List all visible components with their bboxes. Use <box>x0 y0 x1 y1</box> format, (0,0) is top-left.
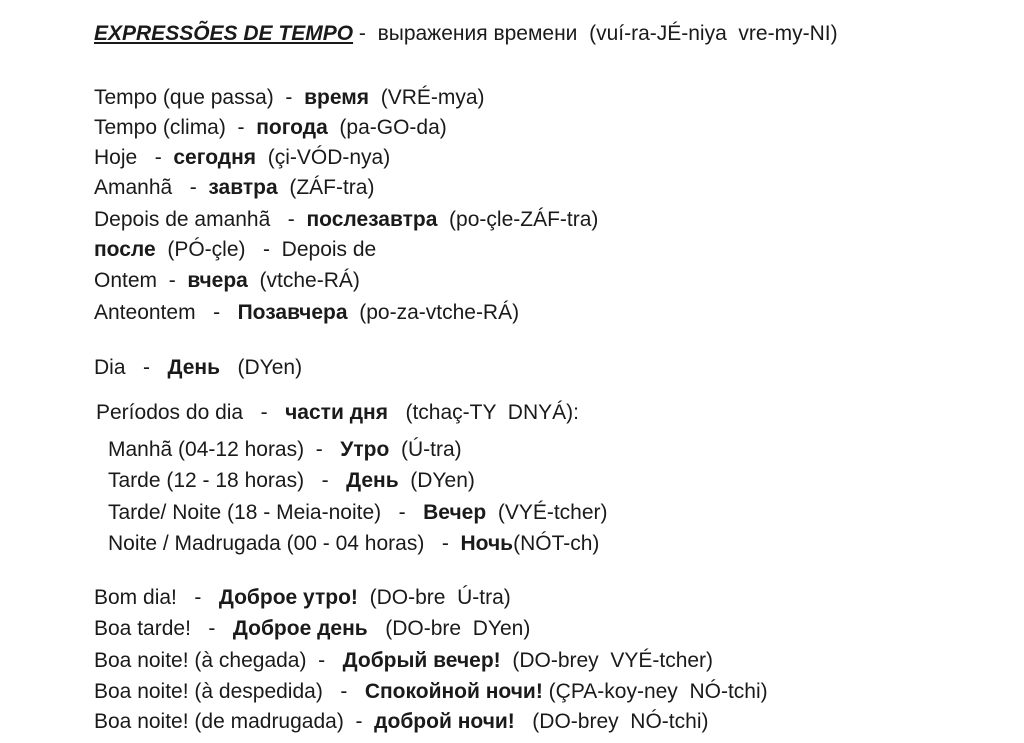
greeting-line-boa-tarde <box>94 616 530 642</box>
term-pron: (VRÉ-mya) <box>369 86 485 109</box>
term-pt: Manhã (04-12 horas) <box>108 438 305 461</box>
term-pron: (pa-GO-da) <box>327 116 447 139</box>
term-pt: Boa noite! (à despedida) <box>94 680 323 703</box>
term-pt: Tarde/ Noite (18 - Meia-noite) <box>108 501 382 524</box>
term-pron: (ZÁF-tra) <box>277 176 375 199</box>
vocab-line-anteontem <box>94 300 519 326</box>
term-pron: (tchaç-TY DNYÁ): <box>387 401 579 424</box>
term-pron: (ÇPA-koy-ney NÓ-tchi) <box>542 680 768 703</box>
title-line <box>94 21 838 47</box>
term-pron: (vtche-RÁ) <box>247 269 360 292</box>
term-ru: Утро <box>340 438 390 461</box>
term-sep: - <box>270 208 307 231</box>
term-pt: Noite / Madrugada (00 - 04 horas) <box>108 532 425 555</box>
greeting-line-boa-noite-chegada <box>94 648 713 674</box>
term-sep: - <box>176 586 219 609</box>
term-ru: сегодня <box>173 146 257 169</box>
term-ru: Доброе день <box>232 617 368 640</box>
term-pt: Tempo (clima) <box>94 116 226 139</box>
term-pt: Hoje <box>94 146 138 169</box>
term-sep: - <box>137 146 174 169</box>
term-ru: погода <box>256 116 328 139</box>
period-line-manha <box>108 437 462 463</box>
term-pron: (çi-VÓD-nya) <box>256 146 391 169</box>
term-pt: Tarde (12 - 18 horas) <box>108 469 305 492</box>
vocab-line-dia <box>94 355 302 381</box>
term-ru: День <box>346 469 399 492</box>
greeting-line-bom-dia <box>94 585 511 611</box>
term-pron: (DYen) <box>398 469 475 492</box>
term-ru: завтра <box>208 176 278 199</box>
term-pron: (DO-brey VYÉ-tcher) <box>500 649 714 672</box>
title-russian: выражения времени <box>377 22 578 45</box>
term-pt: Amanhã <box>94 176 173 199</box>
term-sep: - <box>424 532 461 555</box>
term-pt: Ontem <box>94 269 158 292</box>
term-ru: части дня <box>285 401 388 424</box>
vocab-line-hoje <box>94 145 390 171</box>
term-pt: Boa tarde! <box>94 617 191 640</box>
term-sep: - <box>172 176 209 199</box>
period-line-tarde-noite <box>108 500 608 526</box>
term-pron: (po-za-vtche-RÁ) <box>347 301 520 324</box>
term-ru: доброй ночи! <box>374 710 515 733</box>
term-ru: День <box>167 356 221 379</box>
term-sep: - <box>322 680 365 703</box>
term-pron: (NÓT-ch) <box>513 532 600 555</box>
periods-header-line <box>96 400 579 426</box>
term-pron: (DO-bre DYen) <box>367 617 531 640</box>
term-sep: - <box>306 649 343 672</box>
term-ru: Доброе утро! <box>218 586 358 609</box>
term-pron: (DO-brey NÓ-tchi) <box>514 710 709 733</box>
term-ru: Вечер <box>423 501 487 524</box>
term-sep: - <box>195 301 238 324</box>
term-pt: Boa noite! (à chegada) <box>94 649 307 672</box>
term-sep: - <box>273 86 305 109</box>
term-pron: (DO-bre Ú-tra) <box>357 586 511 609</box>
vocab-line-tempo-passa <box>94 85 485 111</box>
term-ru: Позавчера <box>237 301 348 324</box>
period-line-noite-madrugada <box>108 531 599 557</box>
vocab-line-tempo-clima <box>94 115 447 141</box>
term-pron: (po-çle-ZÁF-tra) <box>437 208 599 231</box>
term-sep: (PÓ-çle) - <box>155 238 282 261</box>
term-sep: - <box>225 116 257 139</box>
term-ru: после <box>94 238 156 261</box>
term-pron: (DYen) <box>220 356 303 379</box>
vocab-line-posle <box>94 237 376 263</box>
term-pt: Períodos do dia <box>96 401 244 424</box>
term-pron: (Ú-tra) <box>389 438 462 461</box>
term-sep: - <box>243 401 286 424</box>
term-ru: время <box>304 86 370 109</box>
period-line-tarde <box>108 468 475 494</box>
vocab-line-ontem <box>94 268 360 294</box>
term-pt: Dia <box>94 356 126 379</box>
greeting-line-boa-noite-madrugada <box>94 709 708 735</box>
title-portuguese: EXPRESSÕES DE TEMPO <box>94 22 354 45</box>
term-pron: (VYÉ-tcher) <box>486 501 608 524</box>
term-pt: Anteontem <box>94 301 196 324</box>
term-sep: - <box>157 269 188 292</box>
term-sep: - <box>125 356 168 379</box>
vocab-line-amanha <box>94 175 374 201</box>
term-pt: Depois de amanhã <box>94 208 271 231</box>
greeting-line-boa-noite-despedida <box>94 679 768 705</box>
term-ru: Добрый вечер! <box>342 649 501 672</box>
term-ru: вчера <box>187 269 248 292</box>
term-ru: Ночь <box>460 532 514 555</box>
term-ru: послезавтра <box>306 208 438 231</box>
term-sep: - <box>304 438 341 461</box>
vocab-line-depois-de-amanha <box>94 207 598 233</box>
term-sep: - <box>190 617 233 640</box>
term-pt: Bom dia! <box>94 586 177 609</box>
term-pt: Boa noite! (de madrugada) <box>94 710 344 733</box>
term-pt: Depois de <box>281 238 377 261</box>
title-separator: - <box>353 22 378 45</box>
term-pt: Tempo (que passa) <box>94 86 274 109</box>
term-sep: - <box>343 710 375 733</box>
term-sep: - <box>381 501 424 524</box>
term-sep: - <box>304 469 347 492</box>
title-pronunciation: (vuí-ra-JÉ-niya vre-my-NI) <box>577 22 838 45</box>
term-ru: Спокойной ночи! <box>364 680 543 703</box>
